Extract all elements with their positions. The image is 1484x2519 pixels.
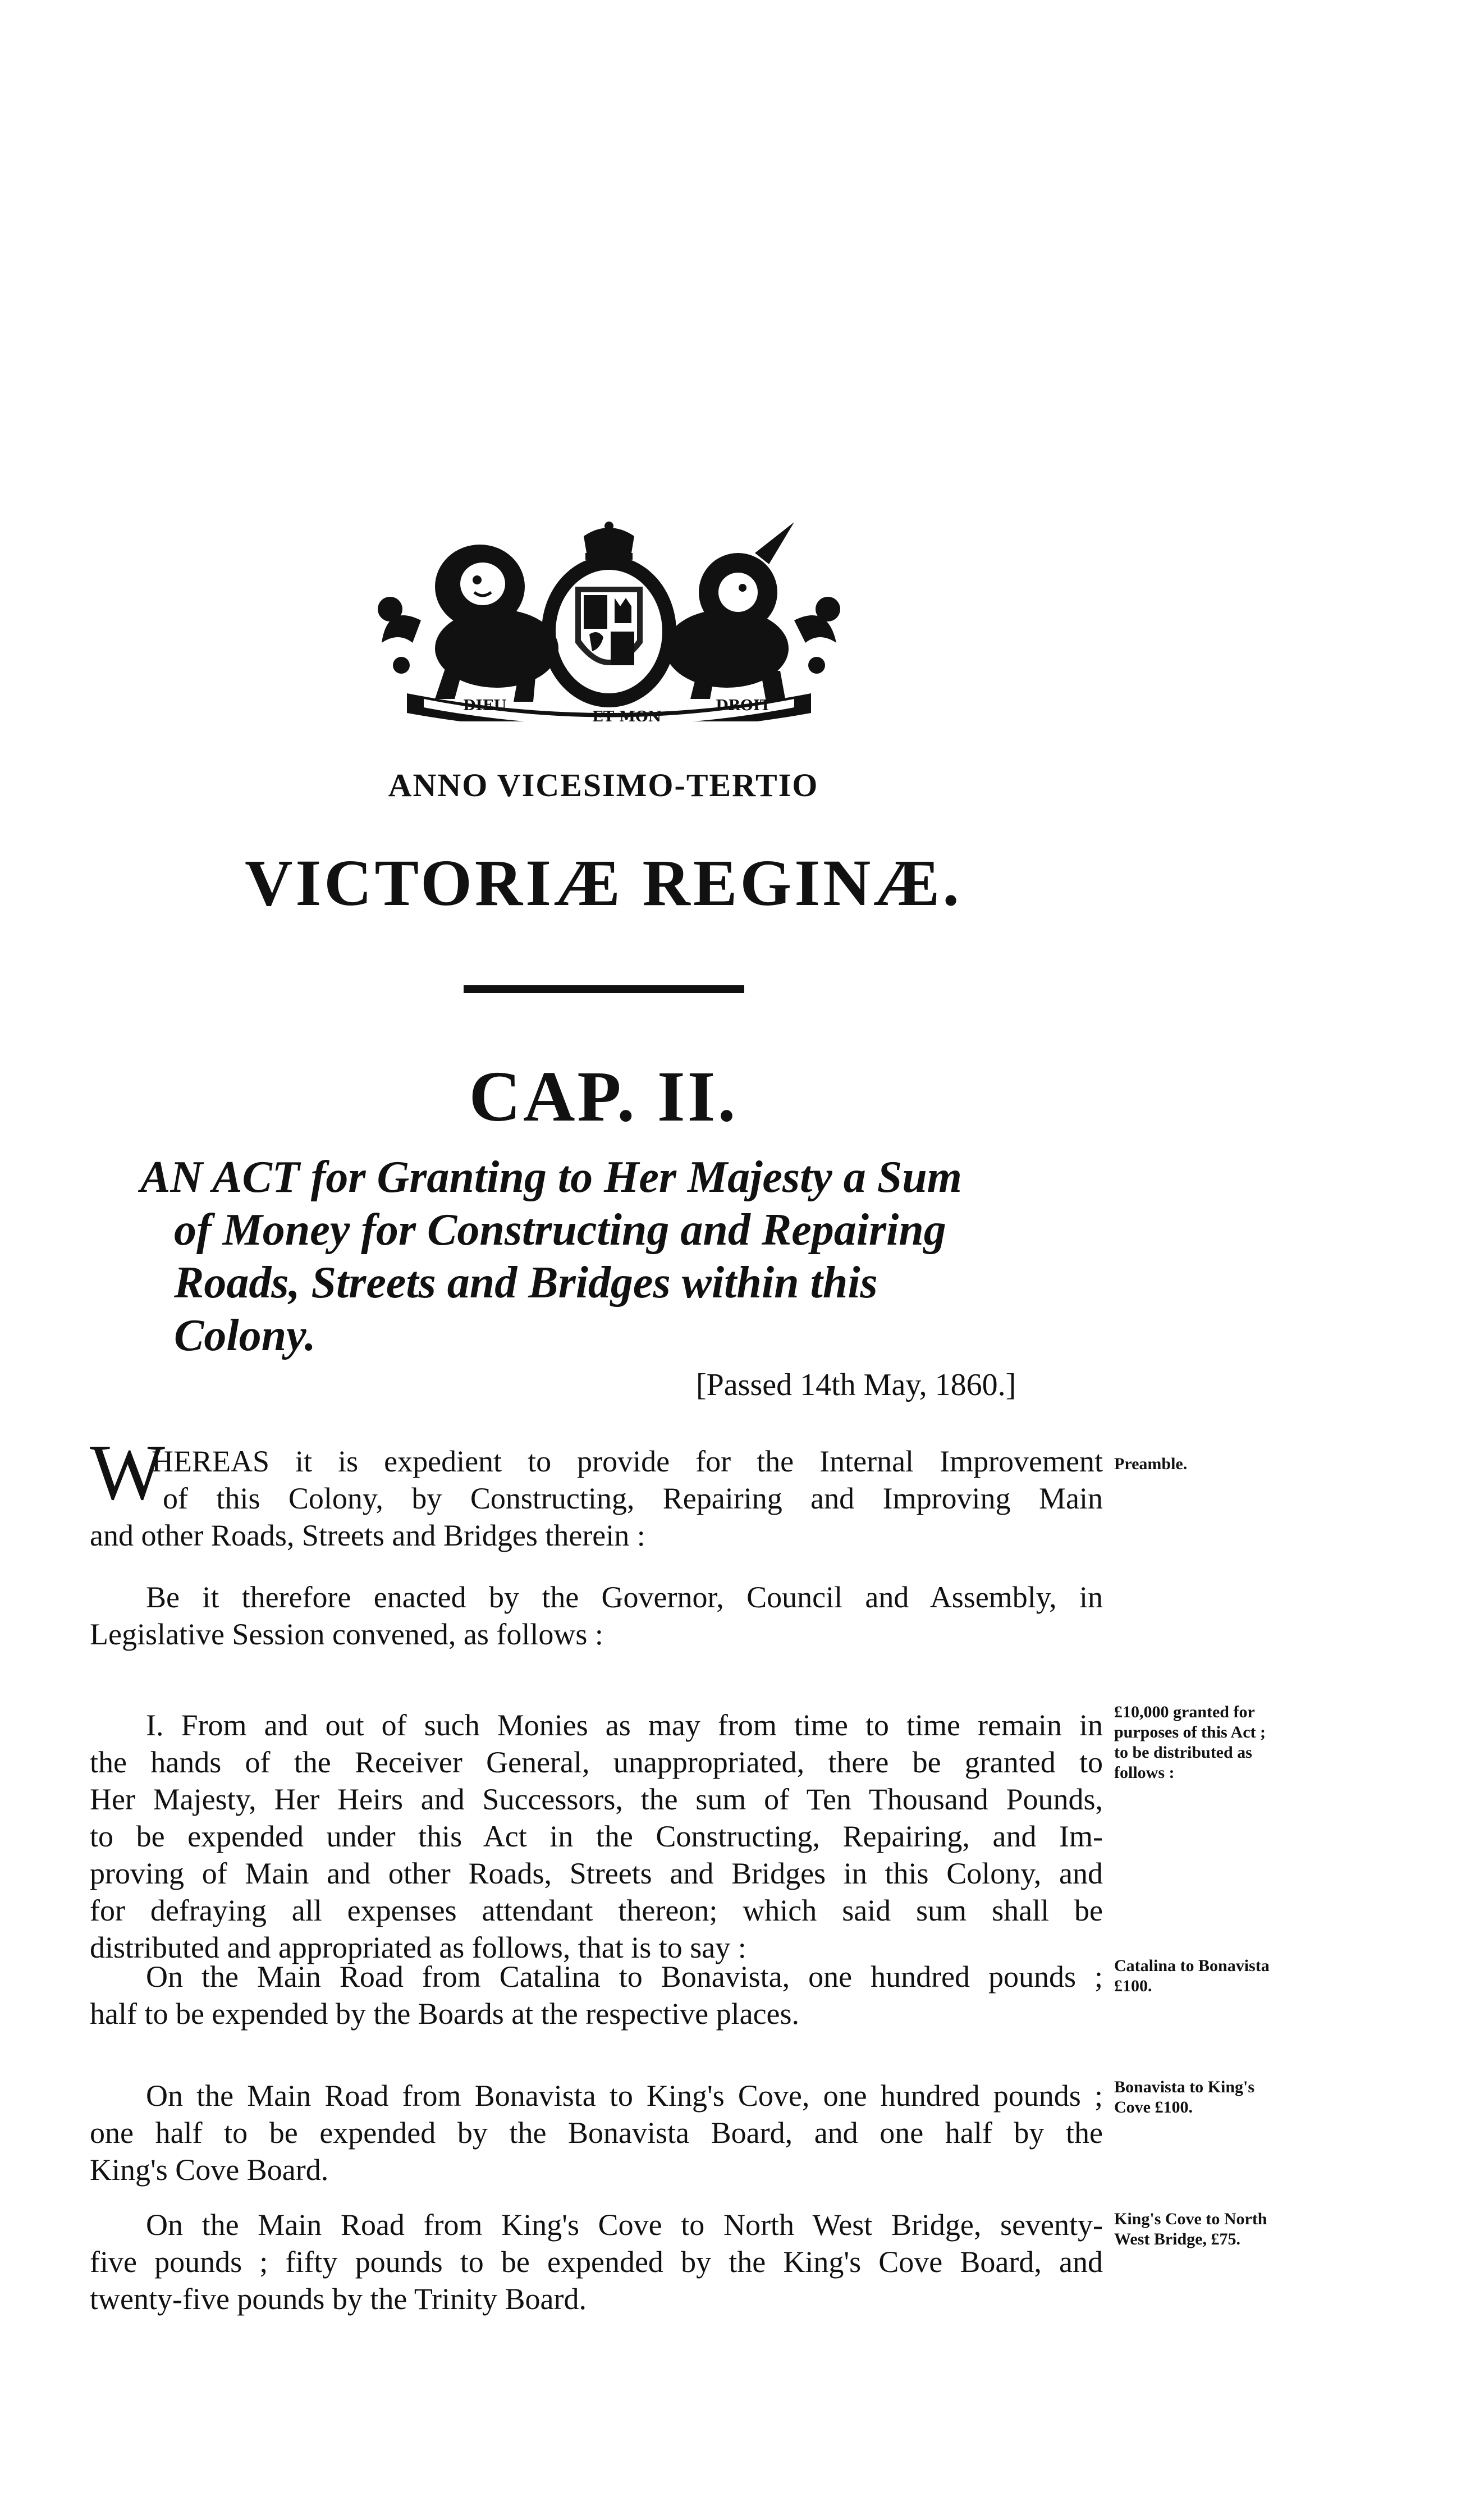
chapter-number: CAP. II. — [469, 1057, 738, 1136]
margin-note-kings-cove — [1114, 2209, 1327, 2250]
margin-note-line: Preamble. — [1114, 1455, 1188, 1473]
drop-cap-letter: W — [90, 1428, 166, 1516]
paragraph-line: five pounds ; fifty pounds to be expended by the King's Cove Board, and — [90, 2245, 1103, 2279]
act-title — [140, 1151, 1100, 1362]
svg-text:ET MON: ET MON — [592, 708, 662, 721]
section-1-paragraph — [90, 1707, 1103, 1966]
margin-note-line: Bonavista to King's — [1114, 2078, 1255, 2096]
margin-note-line: Catalina to Bonavista — [1114, 1956, 1270, 1975]
kings-cove-paragraph — [90, 2206, 1103, 2317]
paragraph-line: one half to be expended by the Bonavista Board, and one half by the — [90, 2116, 1103, 2150]
paragraph-line: of this Colony, by Constructing, Repairing and Improving Main — [163, 1482, 1103, 1515]
heading-divider — [464, 985, 744, 993]
margin-note-line: West Bridge, £75. — [1114, 2230, 1240, 2248]
paragraph-line: twenty-five pounds by the Trinity Board. — [90, 2282, 587, 2316]
passed-date: [Passed 14th May, 1860.] — [696, 1368, 1016, 1402]
act-title-line: Colony. — [174, 1311, 316, 1360]
paragraph-line: King's Cove Board. — [90, 2153, 329, 2187]
margin-note-line: Cove £100. — [1114, 2098, 1193, 2116]
paragraph-line: and other Roads, Streets and Bridges therein : — [90, 1519, 645, 1552]
margin-note-preamble — [1114, 1454, 1327, 1474]
paragraph-line: Her Majesty, Her Heirs and Successors, the sum of Ten Thousand Pounds, — [90, 1782, 1103, 1816]
paragraph-line: On the Main Road from Catalina to Bonavista, one hundred pounds ; — [146, 1960, 1103, 1994]
paragraph-line: proving of Main and other Roads, Streets and Bridges in this Colony, and — [90, 1857, 1103, 1890]
catalina-paragraph — [90, 1958, 1103, 2032]
paragraph-line: to be expended under this Act in the Constructing, Repairing, and Im- — [90, 1819, 1103, 1853]
paragraph-line: I. From and out of such Monies as may from time to time remain in — [146, 1708, 1103, 1742]
act-title-line: of Money for Constructing and Repairing — [174, 1205, 946, 1255]
act-title-line: Roads, Streets and Bridges within this — [174, 1258, 878, 1307]
margin-note-line: £10,000 granted for — [1114, 1703, 1255, 1721]
paragraph-line: Be it therefore enacted by the Governor, Council and Assembly, in — [146, 1580, 1103, 1614]
margin-note-line: £100. — [1114, 1977, 1152, 1995]
enacting-clause — [90, 1579, 1103, 1653]
paragraph-line: Legislative Session convened, as follows : — [90, 1617, 603, 1651]
svg-text:DIEU: DIEU — [463, 697, 507, 714]
paragraph-line: On the Main Road from Bonavista to King's Cove, one hundred pounds ; — [146, 2079, 1103, 2113]
paragraph-line: for defraying all expenses attendant thereon; which said sum shall be — [90, 1894, 1103, 1927]
royal-coat-of-arms-image — [368, 519, 850, 721]
regnal-year-heading: ANNO VICESIMO-TERTIO — [388, 767, 819, 803]
paragraph-line: HEREAS it is expedient to provide for the Internal Improvement — [152, 1444, 1103, 1478]
paragraph-line: the hands of the Receiver General, unappropriated, there be granted to — [90, 1745, 1103, 1779]
margin-note-bonavista — [1114, 2077, 1327, 2118]
act-title-line: AN ACT for Granting to Her Majesty a Sum — [140, 1153, 962, 1202]
margin-note-line: follows : — [1114, 1763, 1175, 1782]
svg-text:DROIT: DROIT — [716, 697, 771, 714]
margin-note-line: purposes of this Act ; — [1114, 1723, 1266, 1741]
margin-note-line: to be distributed as — [1114, 1743, 1252, 1762]
paragraph-line: half to be expended by the Boards at the respective places. — [90, 1997, 800, 2031]
margin-note-section-1 — [1114, 1702, 1327, 1783]
paragraph-line: distributed and appropriated as follows, that is to say : — [90, 1931, 746, 1964]
margin-note-line: King's Cove to North — [1114, 2210, 1267, 2228]
paragraph-line: On the Main Road from King's Cove to North West Bridge, seventy- — [146, 2208, 1103, 2242]
margin-note-catalina — [1114, 1956, 1327, 1996]
sovereign-heading: VICTORIÆ REGINÆ. — [245, 846, 962, 920]
bonavista-paragraph — [90, 2077, 1103, 2188]
